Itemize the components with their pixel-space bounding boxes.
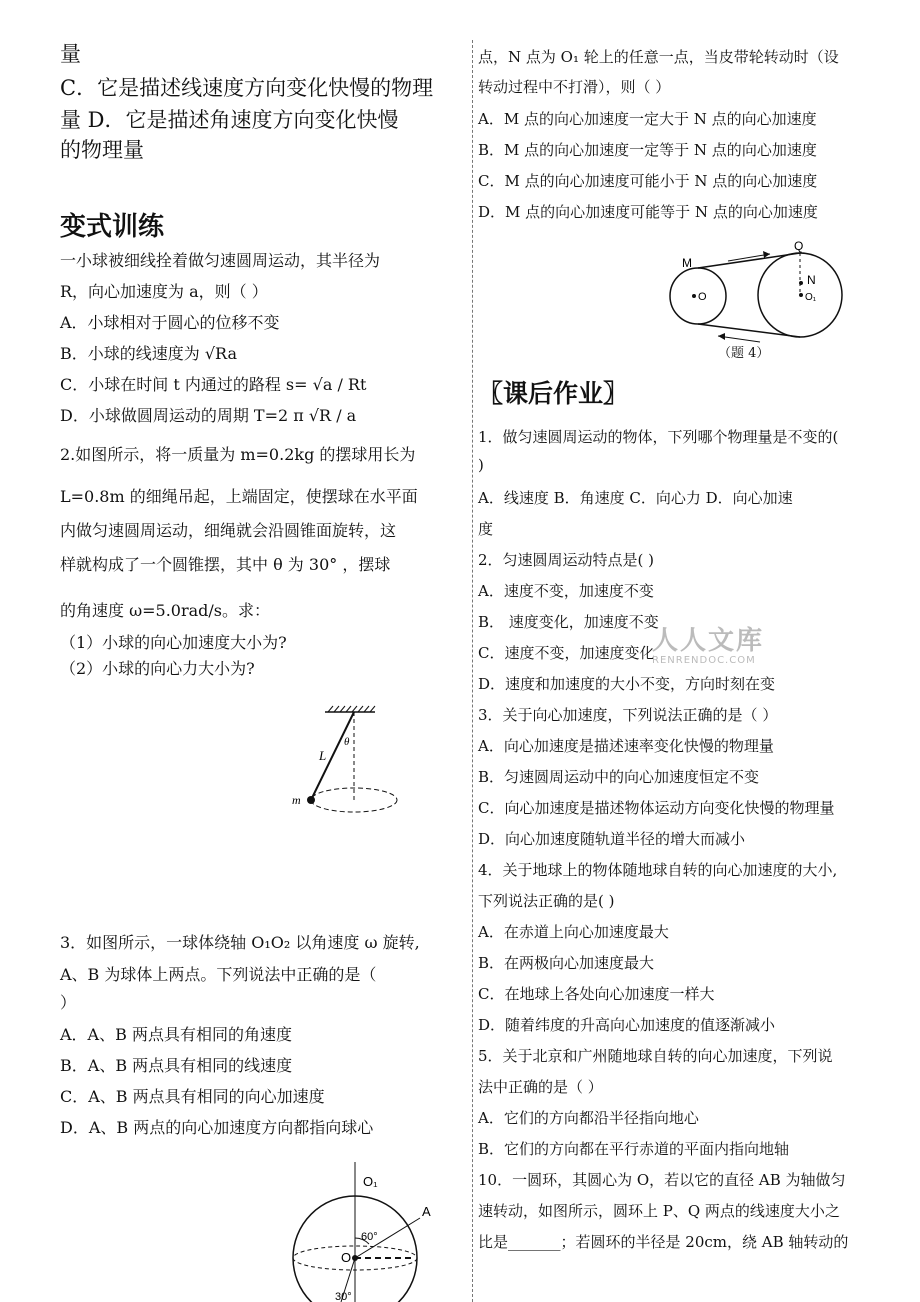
option-d: 量 D．它是描述角速度方向变化快慢 <box>60 108 399 132</box>
hw-line: B． 速度变化，加速度不变 <box>478 613 659 631</box>
hw-line: B．匀速圆周运动中的向心加速度恒定不变 <box>478 768 760 786</box>
q2-stem: 2.如图所示，将一质量为 m=0.2kg 的摆球用长为 <box>60 445 416 464</box>
q4-option-d: D．M 点的向心加速度可能等于 N 点的向心加速度 <box>478 203 818 221</box>
label-60deg: 60° <box>361 1231 378 1243</box>
q3-option-a: A．A、B 两点具有相同的角速度 <box>60 1025 292 1044</box>
hw-line: 3．关于向心加速度，下列说法正确的是（ ） <box>478 706 778 724</box>
q1-option-a: A．小球相对于圆心的位移不变 <box>60 313 280 332</box>
hw-line: 度 <box>478 520 494 538</box>
hw-line: 比是_______；若圆环的半径是 20cm，绕 AB 轴转动的 <box>478 1233 849 1251</box>
q3-stem: A、B 为球体上两点。下列说法中正确的是（ <box>60 965 377 984</box>
label-30deg: 30° <box>335 1291 352 1302</box>
q2-part-2: （2）小球的向心力大小为? <box>60 659 255 678</box>
hw-line: 2．匀速圆周运动特点是( ) <box>478 551 655 569</box>
q2-stem: L=0.8m 的细绳吊起，上端固定，使摆球在水平面 <box>60 487 418 506</box>
q2-stem: 样就构成了一个圆锥摆，其中 θ 为 30° ，摆球 <box>60 555 391 574</box>
q1-option-c: C．小球在时间 t 内通过的路程 s= √a / Rt <box>60 375 367 394</box>
q3-stem: ） <box>60 993 77 1012</box>
label-n: N <box>807 273 816 287</box>
conical-pendulum-figure <box>280 700 410 820</box>
hw-line: 1．做匀速圆周运动的物体，下列哪个物理量是不变的( <box>478 428 839 446</box>
q2-part-1: （1）小球的向心加速度大小为? <box>60 633 287 652</box>
hw-line: D．随着纬度的升高向心加速度的值逐渐减小 <box>478 1016 776 1034</box>
label-q: Q <box>794 239 804 253</box>
hw-line: 法中正确的是（ ） <box>478 1078 603 1096</box>
watermark-main: 人人文库 <box>652 626 765 656</box>
hw-line: 下列说法正确的是( ) <box>478 892 615 910</box>
label-o: O <box>698 291 707 303</box>
hw-line: A．速度不变，加速度不变 <box>478 582 654 600</box>
hw-line: C．速度不变，加速度变化 <box>478 644 655 662</box>
hw-line: A．在赤道上向心加速度最大 <box>478 923 669 941</box>
label-m: m <box>292 793 301 807</box>
figure-caption: （题 4） <box>718 346 770 361</box>
watermark-sub: RENRENDOC.COM <box>652 655 756 666</box>
hw-line: A．它们的方向都沿半径指向地心 <box>478 1109 699 1127</box>
label-o1: O₁ <box>805 292 817 303</box>
text-line: 量 <box>60 42 81 66</box>
q1-stem: 一小球被细线拴着做匀速圆周运动，其半径为 <box>60 251 381 270</box>
watermark <box>652 620 764 666</box>
label-m: M <box>682 256 692 270</box>
label-o1: O₁ <box>363 1174 378 1189</box>
hw-line: D．向心加速度随轨道半径的增大而减小 <box>478 830 746 848</box>
column-divider <box>472 40 473 1302</box>
label-theta: θ <box>344 736 350 748</box>
label-a: A <box>422 1204 431 1219</box>
section-title-homework: 〖课后作业〗 <box>478 379 629 408</box>
q4-stem: 点，N 点为 O₁ 轮上的任意一点，当皮带轮转动时（设 <box>478 48 839 66</box>
q3-option-c: C．A、B 两点具有相同的向心加速度 <box>60 1087 325 1106</box>
hw-line: 4．关于地球上的物体随地球自转的向心加速度的大小, <box>478 861 838 879</box>
hw-line: C．在地球上各处向心加速度一样大 <box>478 985 715 1003</box>
hw-line: 10．一圆环，其圆心为 O，若以它的直径 AB 为轴做匀 <box>478 1171 846 1189</box>
hw-line: D．速度和加速度的大小不变，方向时刻在变 <box>478 675 776 693</box>
q2-stem: 内做匀速圆周运动，细绳就会沿圆锥面旋转，这 <box>60 521 397 540</box>
q3-stem: 3．如图所示，一球体绕轴 O₁O₂ 以角速度 ω 旋转, <box>60 933 420 952</box>
hw-line: 5．关于北京和广州随地球自转的向心加速度，下列说 <box>478 1047 833 1065</box>
hw-line: B．在两极向心加速度最大 <box>478 954 655 972</box>
q3-option-d: D．A、B 两点的向心加速度方向都指向球心 <box>60 1118 374 1137</box>
q4-option-a: A．M 点的向心加速度一定大于 N 点的向心加速度 <box>478 110 817 128</box>
q1-option-d: D．小球做圆周运动的周期 T=2 π √R / a <box>60 406 357 425</box>
hw-line: C．向心加速度是描述物体运动方向变化快慢的物理量 <box>478 799 835 817</box>
label-o: O <box>341 1250 352 1265</box>
rotating-sphere-figure <box>285 1158 445 1302</box>
q1-stem: R，向心加速度为 a，则（ ） <box>60 282 268 301</box>
q2-stem: 的角速度 ω=5.0rad/s。求： <box>60 601 271 620</box>
q4-stem: 转动过程中不打滑），则（ ） <box>478 78 671 96</box>
section-title-variant-training: 变式训练 <box>60 212 165 242</box>
q4-option-b: B．M 点的向心加速度一定等于 N 点的向心加速度 <box>478 141 817 159</box>
hw-line: 速转动，如图所示，圆环上 P、Q 两点的线速度大小之 <box>478 1202 840 1220</box>
hw-line: B．它们的方向都在平行赤道的平面内指向地轴 <box>478 1140 790 1158</box>
q3-option-b: B．A、B 两点具有相同的线速度 <box>60 1056 293 1075</box>
text-line: 的物理量 <box>60 138 144 162</box>
q1-option-b: B．小球的线速度为 √Ra <box>60 344 237 363</box>
option-c: C．它是描述线速度方向变化快慢的物理 <box>60 76 434 100</box>
hw-line: A．线速度 B．角速度 C．向心力 D．向心加速 <box>478 489 793 507</box>
q4-option-c: C．M 点的向心加速度可能小于 N 点的向心加速度 <box>478 172 818 190</box>
hw-line: A．向心加速度是描述速率变化快慢的物理量 <box>478 737 774 755</box>
hw-line: ) <box>478 456 484 474</box>
label-l: L <box>319 748 327 763</box>
